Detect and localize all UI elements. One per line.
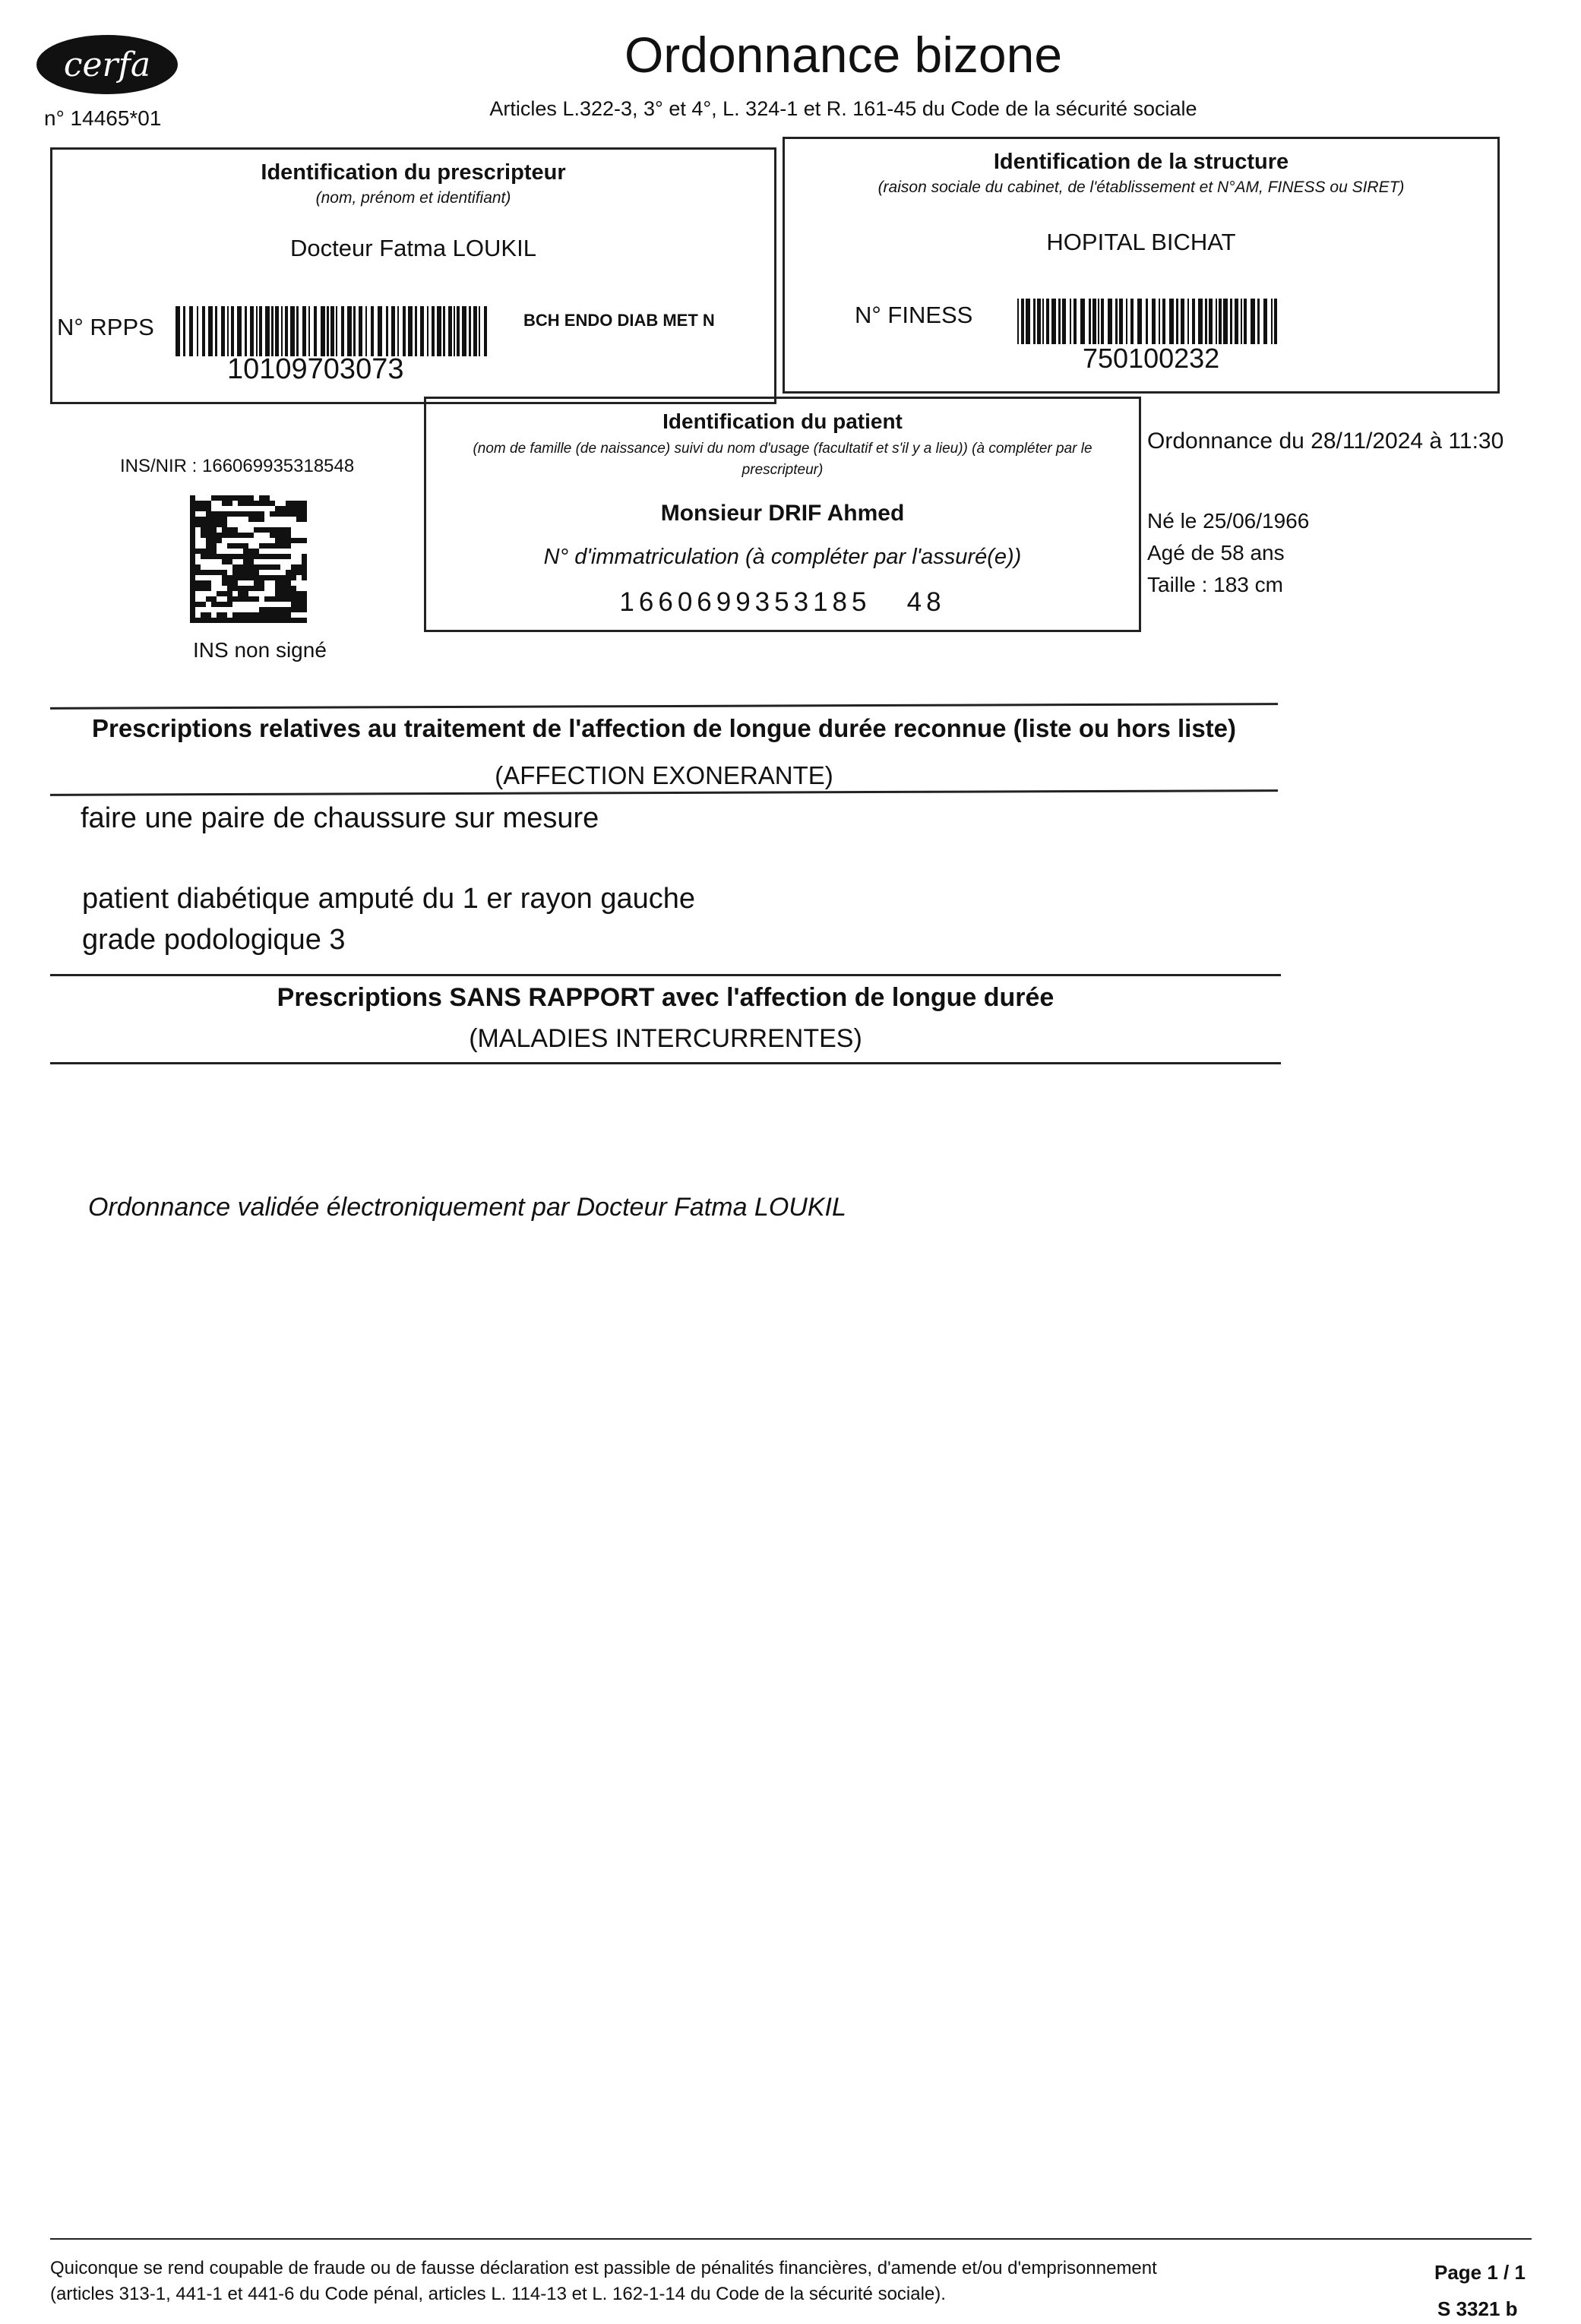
cerfa-logo [36,35,178,94]
fraud-warning-line2: (articles 313-1, 441-1 et 441-6 du Code pénal, articles L. 114-13 et L. 162-1-14 du Code de la sécurité sociale). [50,2284,946,2304]
non-ald-top-rule [50,974,1281,976]
immatriculation-label: N° d'immatriculation (à compléter par l'assuré(e)) [543,545,1022,569]
finess-number: 750100232 [1083,343,1220,374]
legal-articles: Articles L.322-3, 3° et 4°, L. 324-1 et R. 161-45 du Code de la sécurité sociale [489,97,1197,120]
rpps-label: N° RPPS [57,314,154,340]
patient-subheading: (nom de famille (de naissance) suivi du nom d'usage (facultatif et s'il y a lieu)) (à compléter par le prescripteur) [473,441,1092,478]
ins-status: INS non signé [193,638,327,662]
ins-datamatrix [190,495,307,623]
patient-heading: Identification du patient [662,409,903,433]
patient-box [424,397,1141,632]
form-number: n° 14465*01 [44,106,162,130]
non-ald-title: Prescriptions SANS RAPPORT avec l'affection de longue durée [277,983,1055,1012]
structure-box [783,137,1500,394]
prescriber-box [50,147,776,404]
immatriculation-number: 1660699353185 48 [619,587,946,617]
patient-height: Taille : 183 cm [1147,573,1283,596]
birth-date: Né le 25/06/1966 [1147,509,1310,533]
prescriber-subheading: (nom, prénom et identifiant) [315,189,511,207]
prescription-line: faire une paire de chaussure sur mesure [81,802,599,834]
structure-name: HOPITAL BICHAT [1046,229,1236,255]
prescription-date: Ordonnance du 28/11/2024 à 11:30 [1147,428,1504,454]
finess-label: N° FINESS [855,302,973,328]
ald-subtitle: (AFFECTION EXONERANTE) [495,761,833,789]
prescriber-heading: Identification du prescripteur [261,160,566,185]
fraud-warning-line1: Quiconque se rend coupable de fraude ou de fausse déclaration est passible de pénalités financières, d'amende et/ou d'emprisonnement [50,2258,1157,2278]
rpps-barcode [175,306,492,356]
non-ald-bottom-rule [50,1062,1281,1064]
form-code: S 3321 b [1437,2297,1518,2320]
electronic-validation: Ordonnance validée électroniquement par Docteur Fatma LOUKIL [88,1193,846,1222]
structure-subheading: (raison sociale du cabinet, de l'établissement et N°AM, FINESS ou SIRET) [877,179,1405,196]
prescriber-name: Docteur Fatma LOUKIL [290,235,536,261]
finess-barcode [1017,299,1279,344]
document-title: Ordonnance bizone [624,27,1063,83]
footer-rule [50,2238,1532,2240]
page-number: Page 1 / 1 [1434,2261,1526,2284]
patient-name: Monsieur DRIF Ahmed [660,501,905,526]
cerfa-logo-text: cerfa [63,46,151,84]
prescription-line: grade podologique 3 [82,924,346,956]
ald-bottom-rule [50,789,1278,796]
non-ald-subtitle: (MALADIES INTERCURRENTES) [469,1024,862,1053]
prescription-line: patient diabétique amputé du 1 er rayon gauche [82,883,696,915]
prescriber-service: BCH ENDO DIAB MET N [523,311,715,330]
structure-heading: Identification de la structure [993,150,1289,174]
ald-top-rule [50,703,1278,710]
ins-nir: INS/NIR : 166069935318548 [120,456,355,476]
rpps-number: 10109703073 [227,353,404,385]
patient-age: Agé de 58 ans [1147,541,1285,564]
ald-title: Prescriptions relatives au traitement de l'affection de longue durée reconnue (liste ou hors liste) [91,714,1237,742]
